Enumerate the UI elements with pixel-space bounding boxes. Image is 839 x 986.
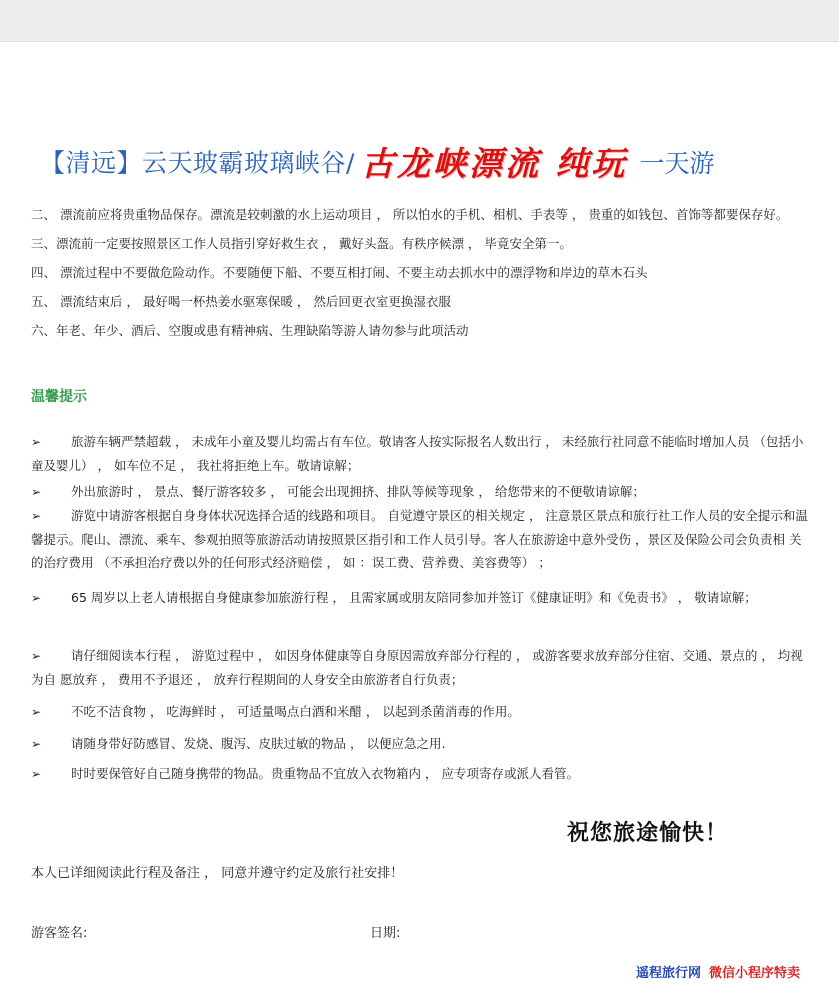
- title-route: 【清远】云天玻霸玻璃峡谷/: [40, 148, 355, 178]
- title-highlight: 古龙峡漂流 纯玩: [360, 144, 628, 183]
- tip-text: 时时要保管好自己随身携带的物品。贵重物品不宜放入衣物箱内 ， 应专项寄存或派人看管。: [71, 766, 579, 781]
- tip-text: 请随身带好防感冒、发烧、腹泻、皮肤过敏的物品 ， 以便应急之用.: [71, 736, 446, 751]
- arrow-bullet-icon: ➢: [31, 737, 42, 751]
- rafting-notes: [31, 204, 811, 349]
- tip-text: 不吃不洁食物 ， 吃海鲜时 ， 可适量喝点白酒和米醋 ， 以起到杀菌消毒的作用。: [71, 704, 520, 719]
- arrow-bullet-icon: ➢: [31, 705, 42, 719]
- tip-item: [31, 430, 813, 477]
- note-item: 四、 漂流过程中不要做危险动作。不要随便下船、不要互相打闹、不要主动去抓水中的漂浮物和岸边的草木石头: [31, 265, 648, 280]
- travel-wish: 祝您旅途愉快！: [567, 821, 729, 846]
- note-item: 二、 漂流前应将贵重物品保存。漂流是较刺激的水上运动项目 ， 所以怕水的手机、相机、手表等 ， 贵重的如钱包、首饰等都要保存好。: [31, 207, 789, 222]
- tips-heading: 温馨提示: [31, 389, 87, 405]
- tip-text: 旅游车辆严禁超载 ， 未成年小童及婴儿均需占有车位。敬请客人按实际报名人数出行 ， 未经旅行社同意不能临时增加人员 （包括小童及婴儿） ， 如车位不足 ， 我社将拒绝上车。敬请谅解；: [31, 434, 804, 473]
- tip-item: [31, 700, 813, 724]
- arrow-bullet-icon: ➢: [31, 485, 42, 499]
- tip-text: 65 周岁以上老人请根据自身健康参加旅游行程 ， 且需家属或朋友陪同参加并签订《健康证明》和《免责书》 ， 敬请谅解；: [71, 590, 757, 605]
- footer-promo: 微信小程序特卖: [709, 966, 801, 981]
- tip-item: [31, 586, 813, 610]
- top-bar: [0, 0, 839, 42]
- note-item: 三、漂流前一定要按照景区工作人员指引穿好救生衣 ， 戴好头盔。有秩序候漂 ， 毕竟安全第一。: [31, 236, 572, 251]
- tip-item: [31, 762, 813, 786]
- tip-text: 请仔细阅读本行程 ， 游览过程中 ， 如因身体健康等自身原因需放弃部分行程的 ， 或游客要求放弃部分住宿、交通、景点的 ， 均视为自 愿放弃 ， 费用不予退还 ， 放弃行程期间的人身安全由旅游者自行负责；: [31, 648, 803, 687]
- arrow-bullet-icon: ➢: [31, 509, 42, 523]
- tip-item: [31, 480, 813, 504]
- arrow-bullet-icon: ➢: [31, 591, 42, 605]
- confirmation-statement: 本人已详细阅读此行程及备注 ， 同意并遵守约定及旅行社安排！: [31, 866, 404, 881]
- tip-text: 外出旅游时 ， 景点、餐厅游客较多 ， 可能会出现拥挤、排队等候等现象 ， 给您带来的不便敬请谅解；: [71, 484, 645, 499]
- footer-brand: 遥程旅行网: [636, 966, 702, 981]
- arrow-bullet-icon: ➢: [31, 767, 42, 781]
- arrow-bullet-icon: ➢: [31, 435, 42, 449]
- signature-label: 游客签名:: [31, 926, 88, 941]
- tip-item: [31, 504, 813, 574]
- page-title: [40, 138, 820, 188]
- arrow-bullet-icon: ➢: [31, 649, 42, 663]
- note-item: 六、年老、年少、酒后、空腹或患有精神病、生理缺陷等游人请勿参与此项活动: [31, 323, 469, 338]
- date-label: 日期:: [370, 926, 401, 941]
- tip-text: 游览中请游客根据自身身体状况选择合适的线路和项目。 自觉遵守景区的相关规定 ， 注意景区景点和旅行社工作人员的安全提示和温 馨提示。爬山、漂流、乘车、参观拍照等旅游活动请按照景区指引和工作人员引导。客人在旅游途中意外受伤 ，景区及保险公司会负责相 关的治疗费用 （不承担治疗费以外的任何形式经济赔偿 ， 如 ：误工费、营养费、美容费等） ；: [31, 508, 808, 570]
- title-duration: 一天游: [639, 148, 715, 178]
- footer-watermark: [636, 962, 800, 981]
- tip-item: [31, 644, 813, 691]
- tip-item: [31, 732, 813, 756]
- note-item: 五、 漂流结束后 ， 最好喝一杯热姜水驱寒保暖 ， 然后回更衣室更换湿衣服: [31, 294, 451, 309]
